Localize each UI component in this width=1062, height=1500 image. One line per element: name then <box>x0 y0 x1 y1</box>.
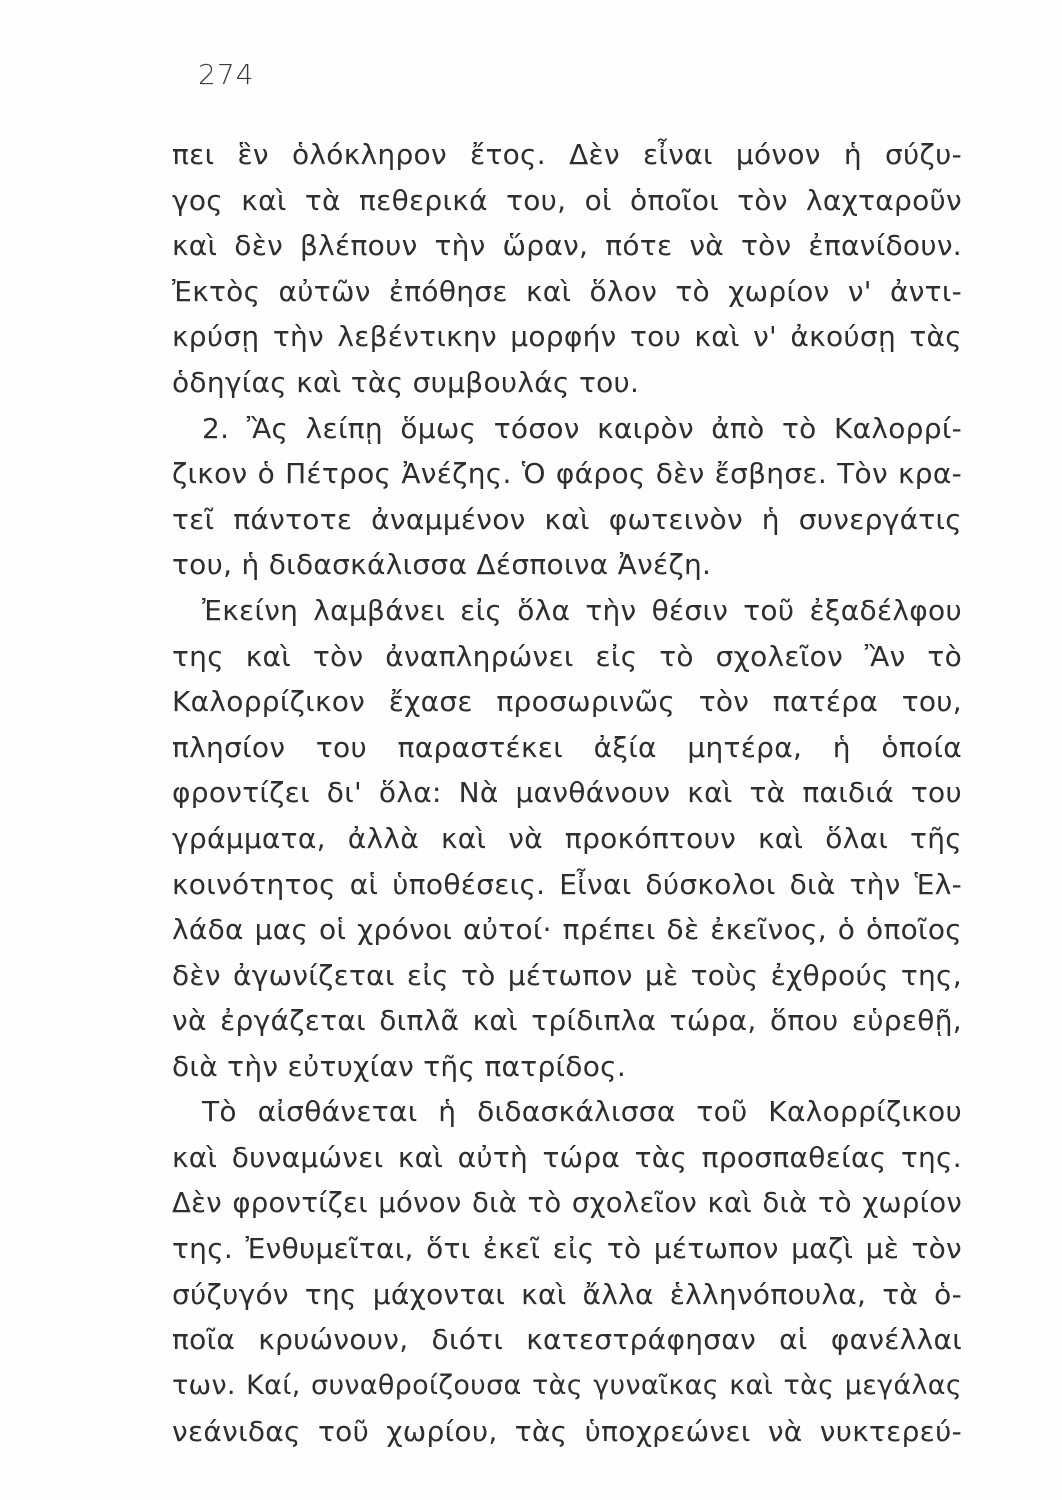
text-line: Δὲν φροντίζει μόνον διὰ τὸ σχολεῖον καὶ διὰ τὸ χωρίον <box>172 1186 962 1219</box>
text-line: της. Ἐνθυμεῖται, ὅτι ἐκεῖ εἰς τὸ μέτωπον μαζὶ μὲ τὸν <box>172 1232 962 1266</box>
text-line: φροντίζει δι' ὅλα: Νὰ μανθάνουν καὶ τὰ παιδιά του <box>172 776 962 810</box>
text-line: Τὸ αἰσθάνεται ἡ διδασκάλισσα τοῦ Καλορρίζικου <box>202 1095 962 1129</box>
text-line: νεάνιδας τοῦ χωρίου, τὰς ὑποχρεώνει νὰ νυκτερεύ- <box>172 1414 962 1448</box>
text-line: Ἐκτὸς αὐτῶν ἐπόθησε καὶ ὅλον τὸ χωρίον ν' ἀντι- <box>172 274 962 308</box>
text-line: του, ἡ διδασκάλισσα Δέσποινα Ἀνέζη. <box>172 548 712 582</box>
text-line: γράμματα, ἀλλὰ καὶ νὰ προκόπτουν καὶ ὅλαι τῆς <box>172 821 962 855</box>
text-line: δὲν ἀγωνίζεται εἰς τὸ μέτωπον μὲ τοὺς ἐχθρούς της, <box>172 958 962 992</box>
text-line: ποῖα κρυώνουν, διότι κατεστράφησαν αἱ φανέλλαι <box>172 1323 962 1357</box>
text-line: καὶ δὲν βλέπουν τὴν ὥραν, πότε νὰ τὸν ἐπανίδουν. <box>172 229 962 263</box>
text-line: καὶ δυναμώνει καὶ αὐτὴ τώρα τὰς προσπαθείας της. <box>172 1141 962 1175</box>
text-line: λάδα μας οἱ χρόνοι αὐτοί· πρέπει δὲ ἐκεῖνος, ὁ ὁποῖος <box>172 913 962 947</box>
text-line: της καὶ τὸν ἀναπληρώνει εἰς τὸ σχολεῖον Ἂν τὸ <box>172 639 962 673</box>
body-text <box>172 132 962 1454</box>
text-line: Ἐκείνη λαμβάνει εἰς ὅλα τὴν θέσιν τοῦ ἐξαδέλφου <box>202 593 962 627</box>
text-line: τεῖ πάντοτε ἀναμμένον καὶ φωτεινὸν ἡ συνεργάτις <box>172 502 962 536</box>
page-number: 274 <box>198 58 255 91</box>
text-line: ζικον ὁ Πέτρος Ἀνέζης. Ὁ φάρος δὲν ἔσβησε. Τὸν κρα- <box>172 457 962 491</box>
text-line: ὁδηγίας καὶ τὰς συμβουλάς του. <box>172 365 640 399</box>
text-line: των. Καί, συναθροίζουσα τὰς γυναῖκας καὶ τὰς μεγάλας <box>172 1370 962 1402</box>
text-line: Καλορρίζικον ἔχασε προσωρινῶς τὸν πατέρα του, <box>172 685 962 719</box>
text-line: πλησίον του παραστέκει ἀξία μητέρα, ἡ ὁποία <box>172 730 962 764</box>
text-line: γος καὶ τὰ πεθερικά του, οἱ ὁποῖοι τὸν λαχταροῦν <box>172 183 962 217</box>
text-line: κοινότητος αἱ ὑποθέσεις. Εἶναι δύσκολοι διὰ τὴν Ἑλ- <box>172 867 962 901</box>
text-line: 2. Ἂς λείπῃ ὅμως τόσον καιρὸν ἀπὸ τὸ Καλορρί- <box>202 411 962 445</box>
text-line: νὰ ἐργάζεται διπλᾶ καὶ τρίδιπλα τώρα, ὅπου εὑρεθῇ, <box>172 1004 962 1038</box>
text-line: πει ἓν ὁλόκληρον ἔτος. Δὲν εἶναι μόνον ἡ σύζυ- <box>172 138 962 171</box>
text-line: διὰ τὴν εὐτυχίαν τῆς πατρίδος. <box>172 1049 627 1083</box>
text-line: σύζυγόν της μάχονται καὶ ἄλλα ἑλληνόπουλα, τὰ ὁ- <box>172 1277 962 1311</box>
text-line: κρύσῃ τὴν λεβέντικην μορφήν του καὶ ν' ἀκούσῃ τὰς <box>172 320 962 354</box>
